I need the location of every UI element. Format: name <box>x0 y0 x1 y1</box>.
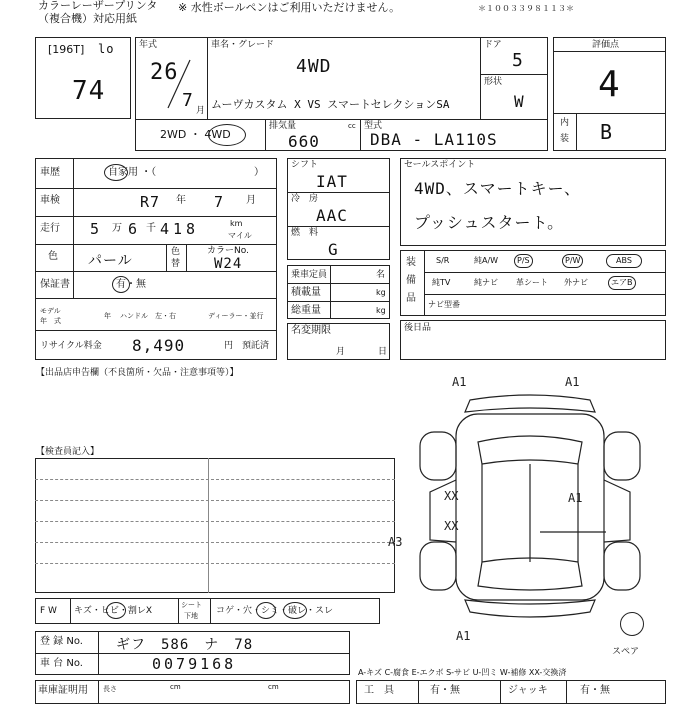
equip-airbag: エアB <box>608 276 636 290</box>
history-label: 車歴 <box>40 167 60 178</box>
printer-line2: （複合機）対応用紙 <box>38 12 137 25</box>
shift-value: IAT <box>316 172 348 191</box>
inspection-month: 7 <box>214 193 225 211</box>
year-slash <box>160 56 200 112</box>
equip-pw: P/W <box>562 254 583 268</box>
seat-label1: シート <box>181 601 202 609</box>
mark-rear: A1 <box>456 629 471 643</box>
equipment-label2: 備 <box>406 275 416 286</box>
tools-value: 有・無 <box>430 685 460 696</box>
inspection-era: R7 <box>140 193 161 211</box>
model-label: 車名・グレード <box>211 40 275 50</box>
load-label: 積載量 <box>291 287 321 298</box>
color-change2: 替 <box>171 259 181 269</box>
score-value: 4 <box>598 64 621 105</box>
month-value: 7 <box>182 90 194 111</box>
mark-left-rear: A3 <box>388 535 403 549</box>
serial-number: ＊１００３３９８１１３＊ <box>478 4 574 13</box>
rear-items-label: 後日品 <box>404 323 432 333</box>
recycle-label: リサイクル料金 <box>40 341 102 351</box>
lot-session: [196T] <box>48 43 85 56</box>
capacity-unit: 名 <box>376 270 386 280</box>
navi-model-label: ナビ型番 <box>428 300 460 309</box>
mileage-unit1: km <box>230 219 243 228</box>
car-damage-diagram <box>388 372 660 643</box>
shape-label: 形状 <box>484 77 503 87</box>
equip-ps: P/S <box>514 254 533 268</box>
seat-label2: 下地 <box>184 612 198 620</box>
inspector-label: 【検査員記入】 <box>36 447 100 457</box>
cert-long: 長さ <box>103 685 117 693</box>
jack-label: ジャッキ <box>508 685 548 696</box>
mileage-label: 走行 <box>40 223 60 234</box>
fw-label: F W <box>40 606 57 616</box>
score-label: 評価点 <box>592 40 620 50</box>
reg-no-value: ギフ 586 ナ 78 <box>116 637 254 653</box>
equip-leather: 革シート <box>516 278 548 287</box>
history-close: ） <box>254 167 264 178</box>
reg-day: 日 <box>378 347 388 357</box>
warranty-value: 有・無 <box>116 279 146 290</box>
handle-options: ハンドル 左・右 <box>120 312 176 320</box>
gross-label: 総重量 <box>291 305 321 316</box>
chassis-label: 車 台 No. <box>40 658 83 669</box>
color-no-label: カラーNo. <box>207 246 249 256</box>
equip-ext-navi: 外ナビ <box>564 278 588 287</box>
recycle-value: 8,490 <box>132 336 186 355</box>
sales-point-line2: プッシュスタート。 <box>414 213 565 232</box>
equip-navi: 純ナビ <box>474 278 498 287</box>
warranty-circle <box>112 276 130 293</box>
cert-label: 車庫証明用 <box>38 685 88 696</box>
load-unit: kg <box>376 288 386 297</box>
inspection-label: 車検 <box>40 195 60 206</box>
interior-value: B <box>600 120 614 144</box>
year-label: 年式 <box>139 40 158 50</box>
seat-options: コゲ・穴・シミ・破レ・スレ <box>216 606 334 616</box>
color-value: パール <box>88 253 133 269</box>
sales-point-label: セールスポイント <box>404 160 476 170</box>
equipment-label3: 品 <box>406 293 416 304</box>
remarks-label: 【出品店申告欄（不良箇所・欠品・注意事項等）】 <box>36 368 239 378</box>
interior-label1: 内 <box>560 118 570 128</box>
history-circle <box>104 164 128 181</box>
equip-sr: S/R <box>436 256 450 265</box>
cert-cm-1: cm <box>170 683 181 691</box>
drive-circle <box>208 124 246 146</box>
reg-month: 月 <box>336 347 346 357</box>
dealer-options: ディーラー・並行 <box>208 312 264 320</box>
ac-value: AAC <box>316 206 348 225</box>
model-year-label1: モデル <box>40 307 61 315</box>
notice-text: ※ 水性ボールペンはご利用いただけません。 <box>178 1 401 14</box>
model-value: ムーヴカスタム X VS スマートセレクションSA <box>211 98 450 111</box>
capacity-label: 乗車定員 <box>291 270 328 280</box>
warranty-label: 保証書 <box>40 279 70 290</box>
reg-no-label: 登 録 No. <box>40 636 83 647</box>
fw-options: キズ・ヒビ・割レX <box>74 606 152 616</box>
chassis-value: 0079168 <box>152 655 237 673</box>
color-change1: 色 <box>171 247 181 257</box>
sales-point-line1: 4WD、スマートキー、 <box>414 179 581 198</box>
spare-tire-icon <box>620 612 644 636</box>
mark-front-left: A1 <box>452 375 467 389</box>
color-label: 色 <box>48 251 58 262</box>
color-no-value: W24 <box>214 256 243 272</box>
mileage-man-unit: 万 <box>112 223 122 234</box>
lot-lane: lo <box>98 42 115 56</box>
spare-label: スペア <box>612 647 640 657</box>
equip-abs: ABS <box>606 254 642 268</box>
equipment-label1: 装 <box>406 257 416 268</box>
cc-unit: cc <box>348 122 356 130</box>
mileage-man: 5 <box>90 220 101 238</box>
jack-value: 有・無 <box>580 685 610 696</box>
equip-aw: 純A/W <box>474 256 499 265</box>
fw-circle <box>106 602 126 619</box>
mileage-rest: 418 <box>160 220 200 238</box>
mark-front-right: A1 <box>565 375 580 389</box>
ac-label: 冷 房 <box>291 194 319 204</box>
inspection-month-unit: 月 <box>246 195 256 206</box>
mileage-sen: 6 <box>128 220 139 238</box>
door-label: ドア <box>484 40 502 50</box>
seat-circle-1 <box>256 602 276 619</box>
shift-label: シフト <box>291 160 319 170</box>
history-value: 自家用 ・（ <box>108 167 157 178</box>
shape-value: W <box>514 92 525 111</box>
model-year-label2: 年 式 <box>40 317 61 325</box>
fuel-label: 燃 料 <box>291 228 319 238</box>
seat-circle-2 <box>283 602 307 619</box>
fuel-value: G <box>328 240 339 259</box>
recycle-unit: 円 預託済 <box>224 341 270 351</box>
drive-note: 4WD <box>296 56 332 77</box>
month-unit: 月 <box>196 106 206 116</box>
mark-right-side: A1 <box>568 491 583 505</box>
equip-tv: 純TV <box>432 278 451 287</box>
drive-options: 2WD ・ 4WD <box>160 128 231 141</box>
mileage-unit2: マイル <box>228 231 252 240</box>
rear-items-box <box>400 320 666 360</box>
type-label: 型式 <box>364 121 383 131</box>
year-unit: 年 <box>104 312 111 320</box>
tools-label: 工 具 <box>364 685 394 696</box>
printer-line1: カラーレーザープリンタ <box>38 0 158 12</box>
reg-deadline-label: 名変期限 <box>291 325 331 336</box>
type-value: DBA - LA110S <box>370 130 498 149</box>
inspection-year-unit: 年 <box>176 195 186 206</box>
cert-cm-2: cm <box>268 683 279 691</box>
door-value: 5 <box>512 50 524 71</box>
year-value: 26 <box>150 60 179 85</box>
mileage-sen-unit: 千 <box>146 223 156 234</box>
mark-xx-1: XX <box>444 489 459 503</box>
displacement-label: 排気量 <box>269 121 297 131</box>
interior-label2: 装 <box>560 134 570 144</box>
displacement-value: 660 <box>288 132 320 151</box>
mark-xx-2: XX <box>444 519 459 533</box>
lot-number: 74 <box>72 76 106 106</box>
damage-legend: A-キズ C-腐食 E-エクボ S-サビ U-凹ミ W-補修 XX-交換済 <box>358 668 567 677</box>
gross-unit: kg <box>376 306 386 315</box>
